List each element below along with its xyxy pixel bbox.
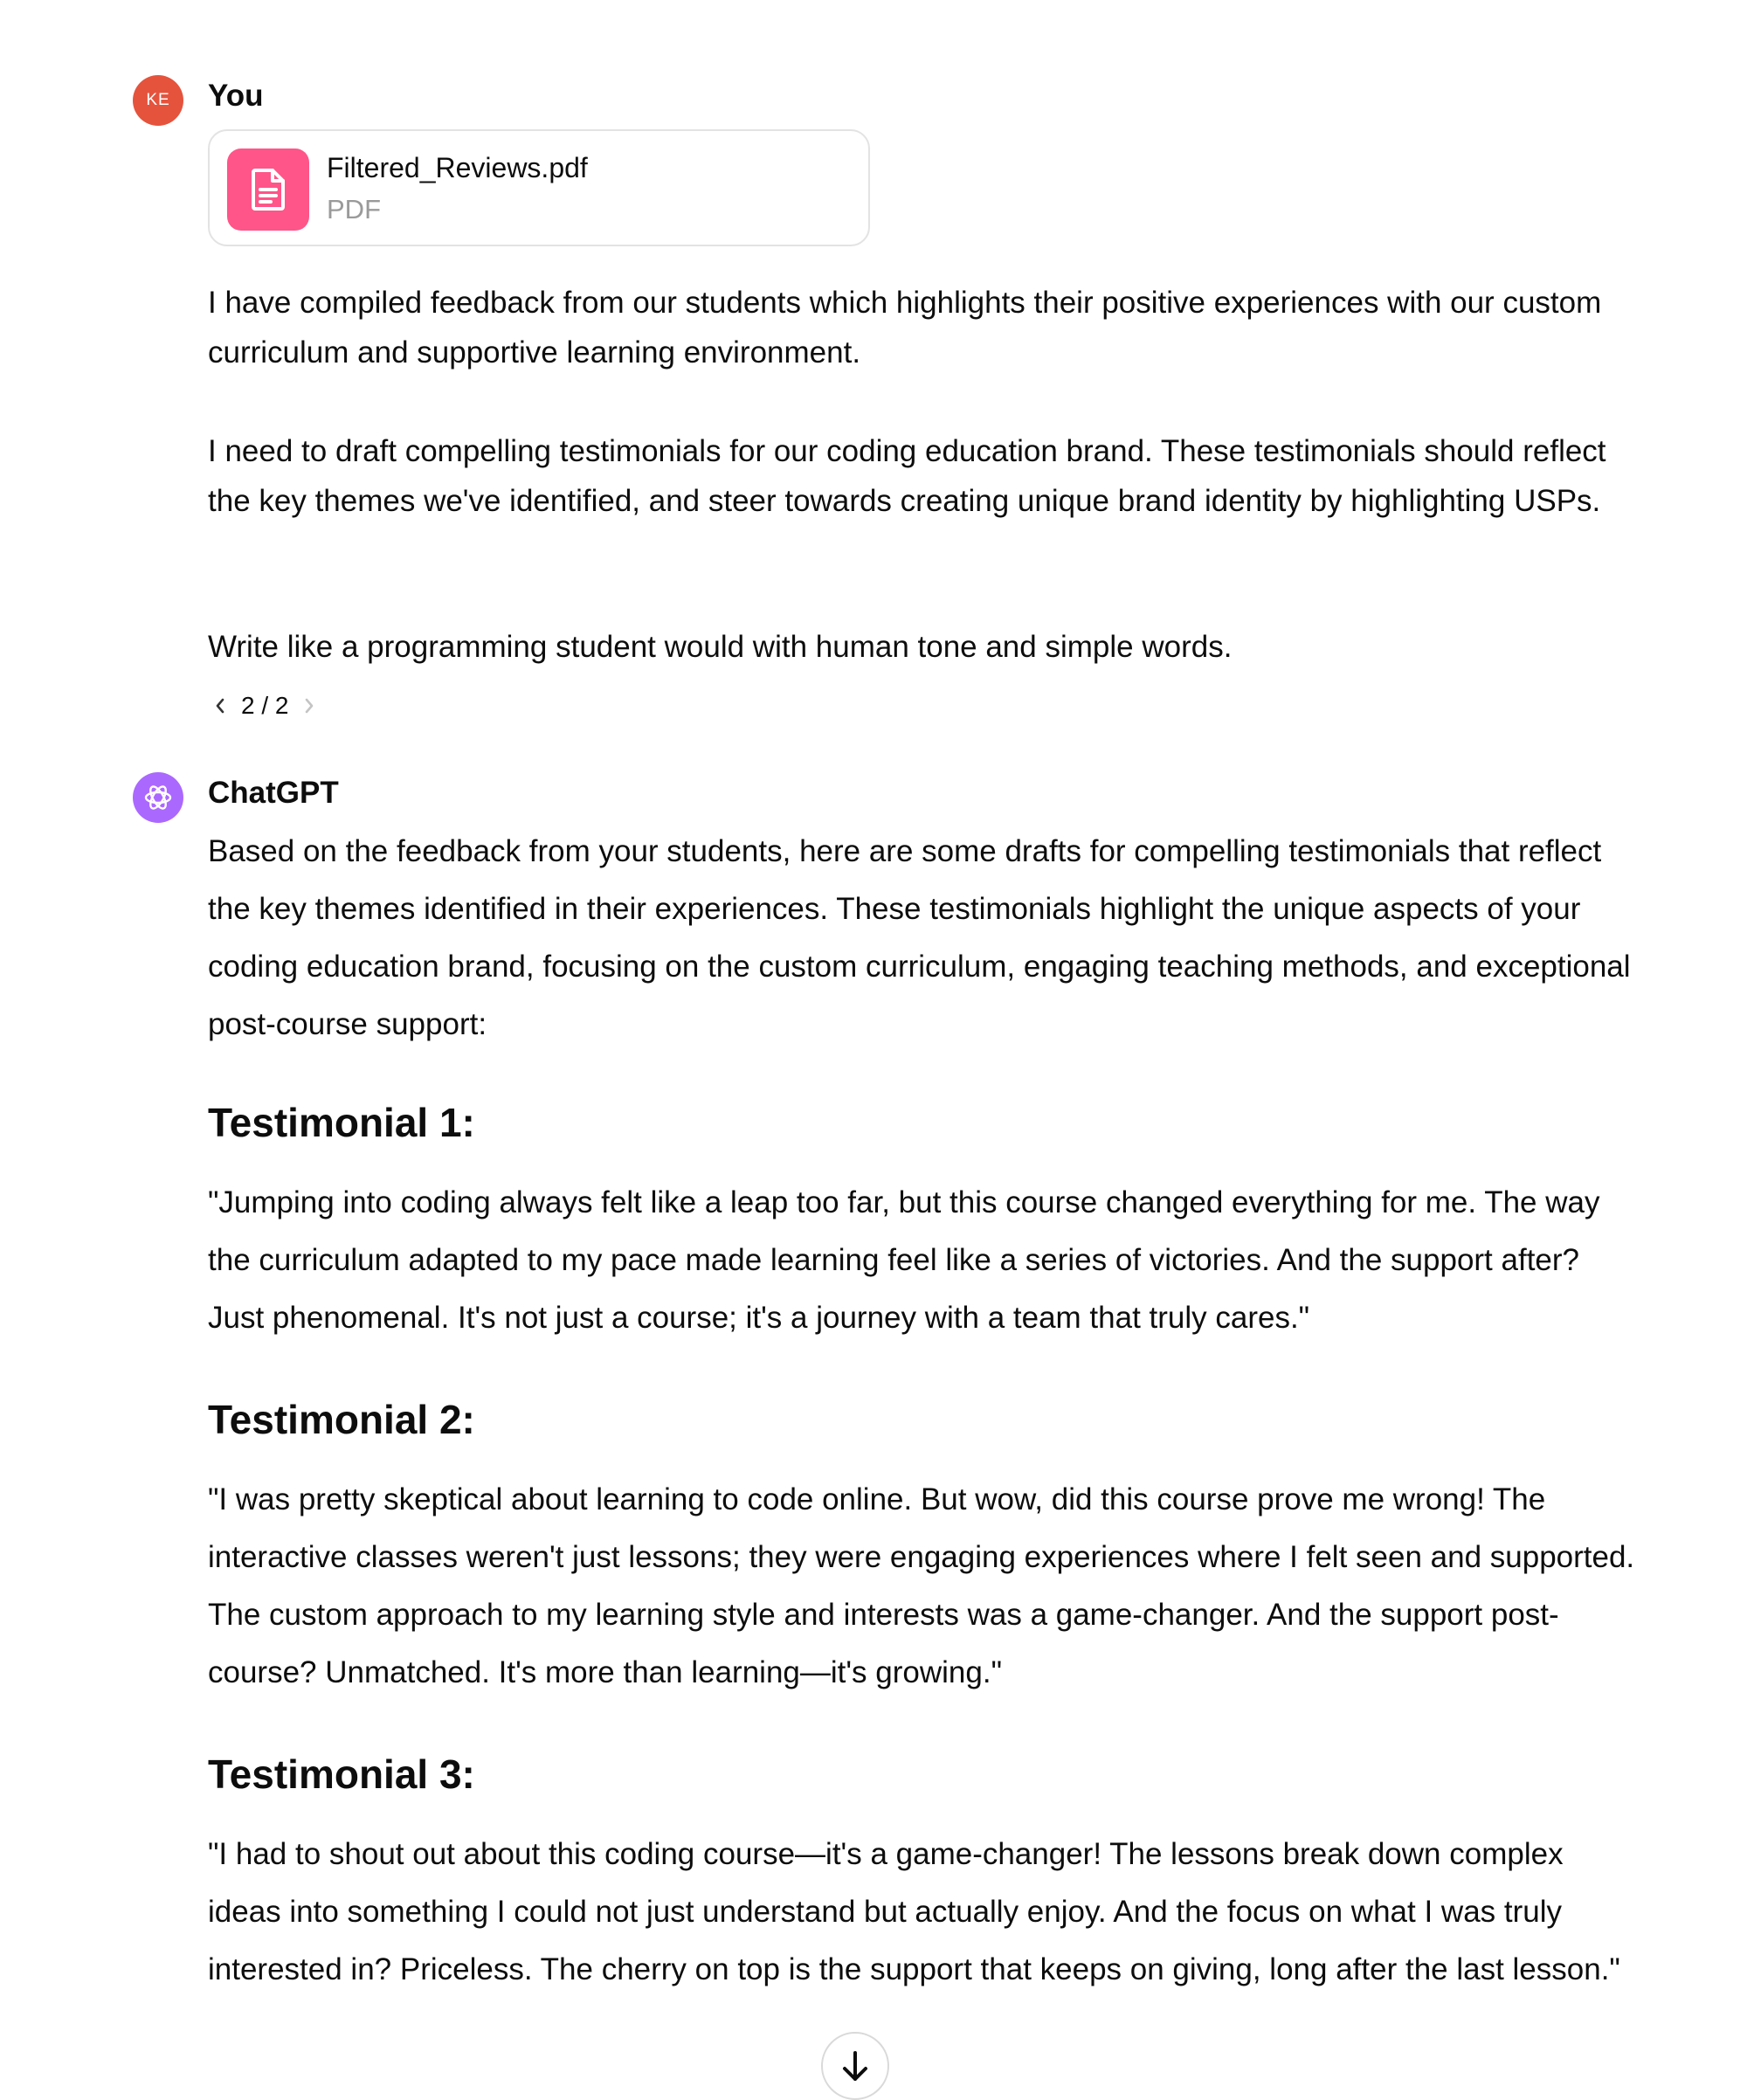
user-paragraph-1: I have compiled feedback from our students which highlights their positive experiences with our custom curriculum and supportive learning environment. (208, 286, 1602, 370)
chevron-right-icon[interactable] (297, 688, 321, 723)
testimonial-2-text: "I was pretty skeptical about learning to code online. But wow, did this course prove me wrong! The interactive classes weren't just lessons; they were engaging experiences where I felt seen and supported. The custom approach to my learning style and interests was a game-changer. And the support post-course? Unmatched. It's more than learning—it's growing." (208, 1482, 1635, 1689)
scroll-to-bottom-button[interactable] (821, 2032, 889, 2100)
assistant-author-label: ChatGPT (208, 776, 339, 810)
response-pager (208, 688, 321, 723)
user-avatar-initials: KE (146, 91, 170, 109)
document-icon (227, 149, 309, 231)
attachment-card[interactable] (208, 129, 870, 246)
testimonial-3-heading: Testimonial 3: (208, 1751, 475, 1797)
testimonial-2-heading: Testimonial 2: (208, 1397, 475, 1442)
assistant-intro: Based on the feedback from your students, here are some drafts for compelling testimonials that reflect the key themes identified in their experiences. These testimonials highlight the unique aspects of your coding education brand, focusing on the custom curriculum, engaging teaching methods, and exceptional post-course support: (208, 834, 1631, 1041)
openai-logo-icon (133, 772, 183, 823)
pager-label: 2 / 2 (241, 692, 289, 719)
arrow-down-icon (840, 2049, 870, 2084)
user-paragraph-3: Write like a programming student would with human tone and simple words. (208, 630, 1233, 664)
user-paragraph-2: I need to draft compelling testimonials for our coding education brand. These testimonials should reflect the key themes we've identified, and steer towards creating unique brand identity by highlighting USPs. (208, 434, 1606, 518)
testimonial-3-text: "I had to shout out about this coding course—it's a game-changer! The lessons break down complex ideas into something I could not just understand but actually enjoy. And the focus on what I was truly interested in? Priceless. The cherry on top is the support that keeps on giving, long after the last lesson." (208, 1837, 1620, 1986)
attachment-file-name: Filtered_Reviews.pdf (327, 152, 588, 183)
attachment-file-type: PDF (327, 194, 381, 225)
user-avatar (133, 75, 183, 126)
testimonial-1-heading: Testimonial 1: (208, 1100, 475, 1145)
testimonial-1-text: "Jumping into coding always felt like a leap too far, but this course changed everything for me. The way the curriculum adapted to my pace made learning feel like a series of victories. And the support after? Just phenomenal. It's not just a course; it's a journey with a team that truly cares." (208, 1185, 1600, 1335)
user-author-label: You (208, 79, 264, 113)
chevron-left-icon[interactable] (208, 688, 232, 723)
